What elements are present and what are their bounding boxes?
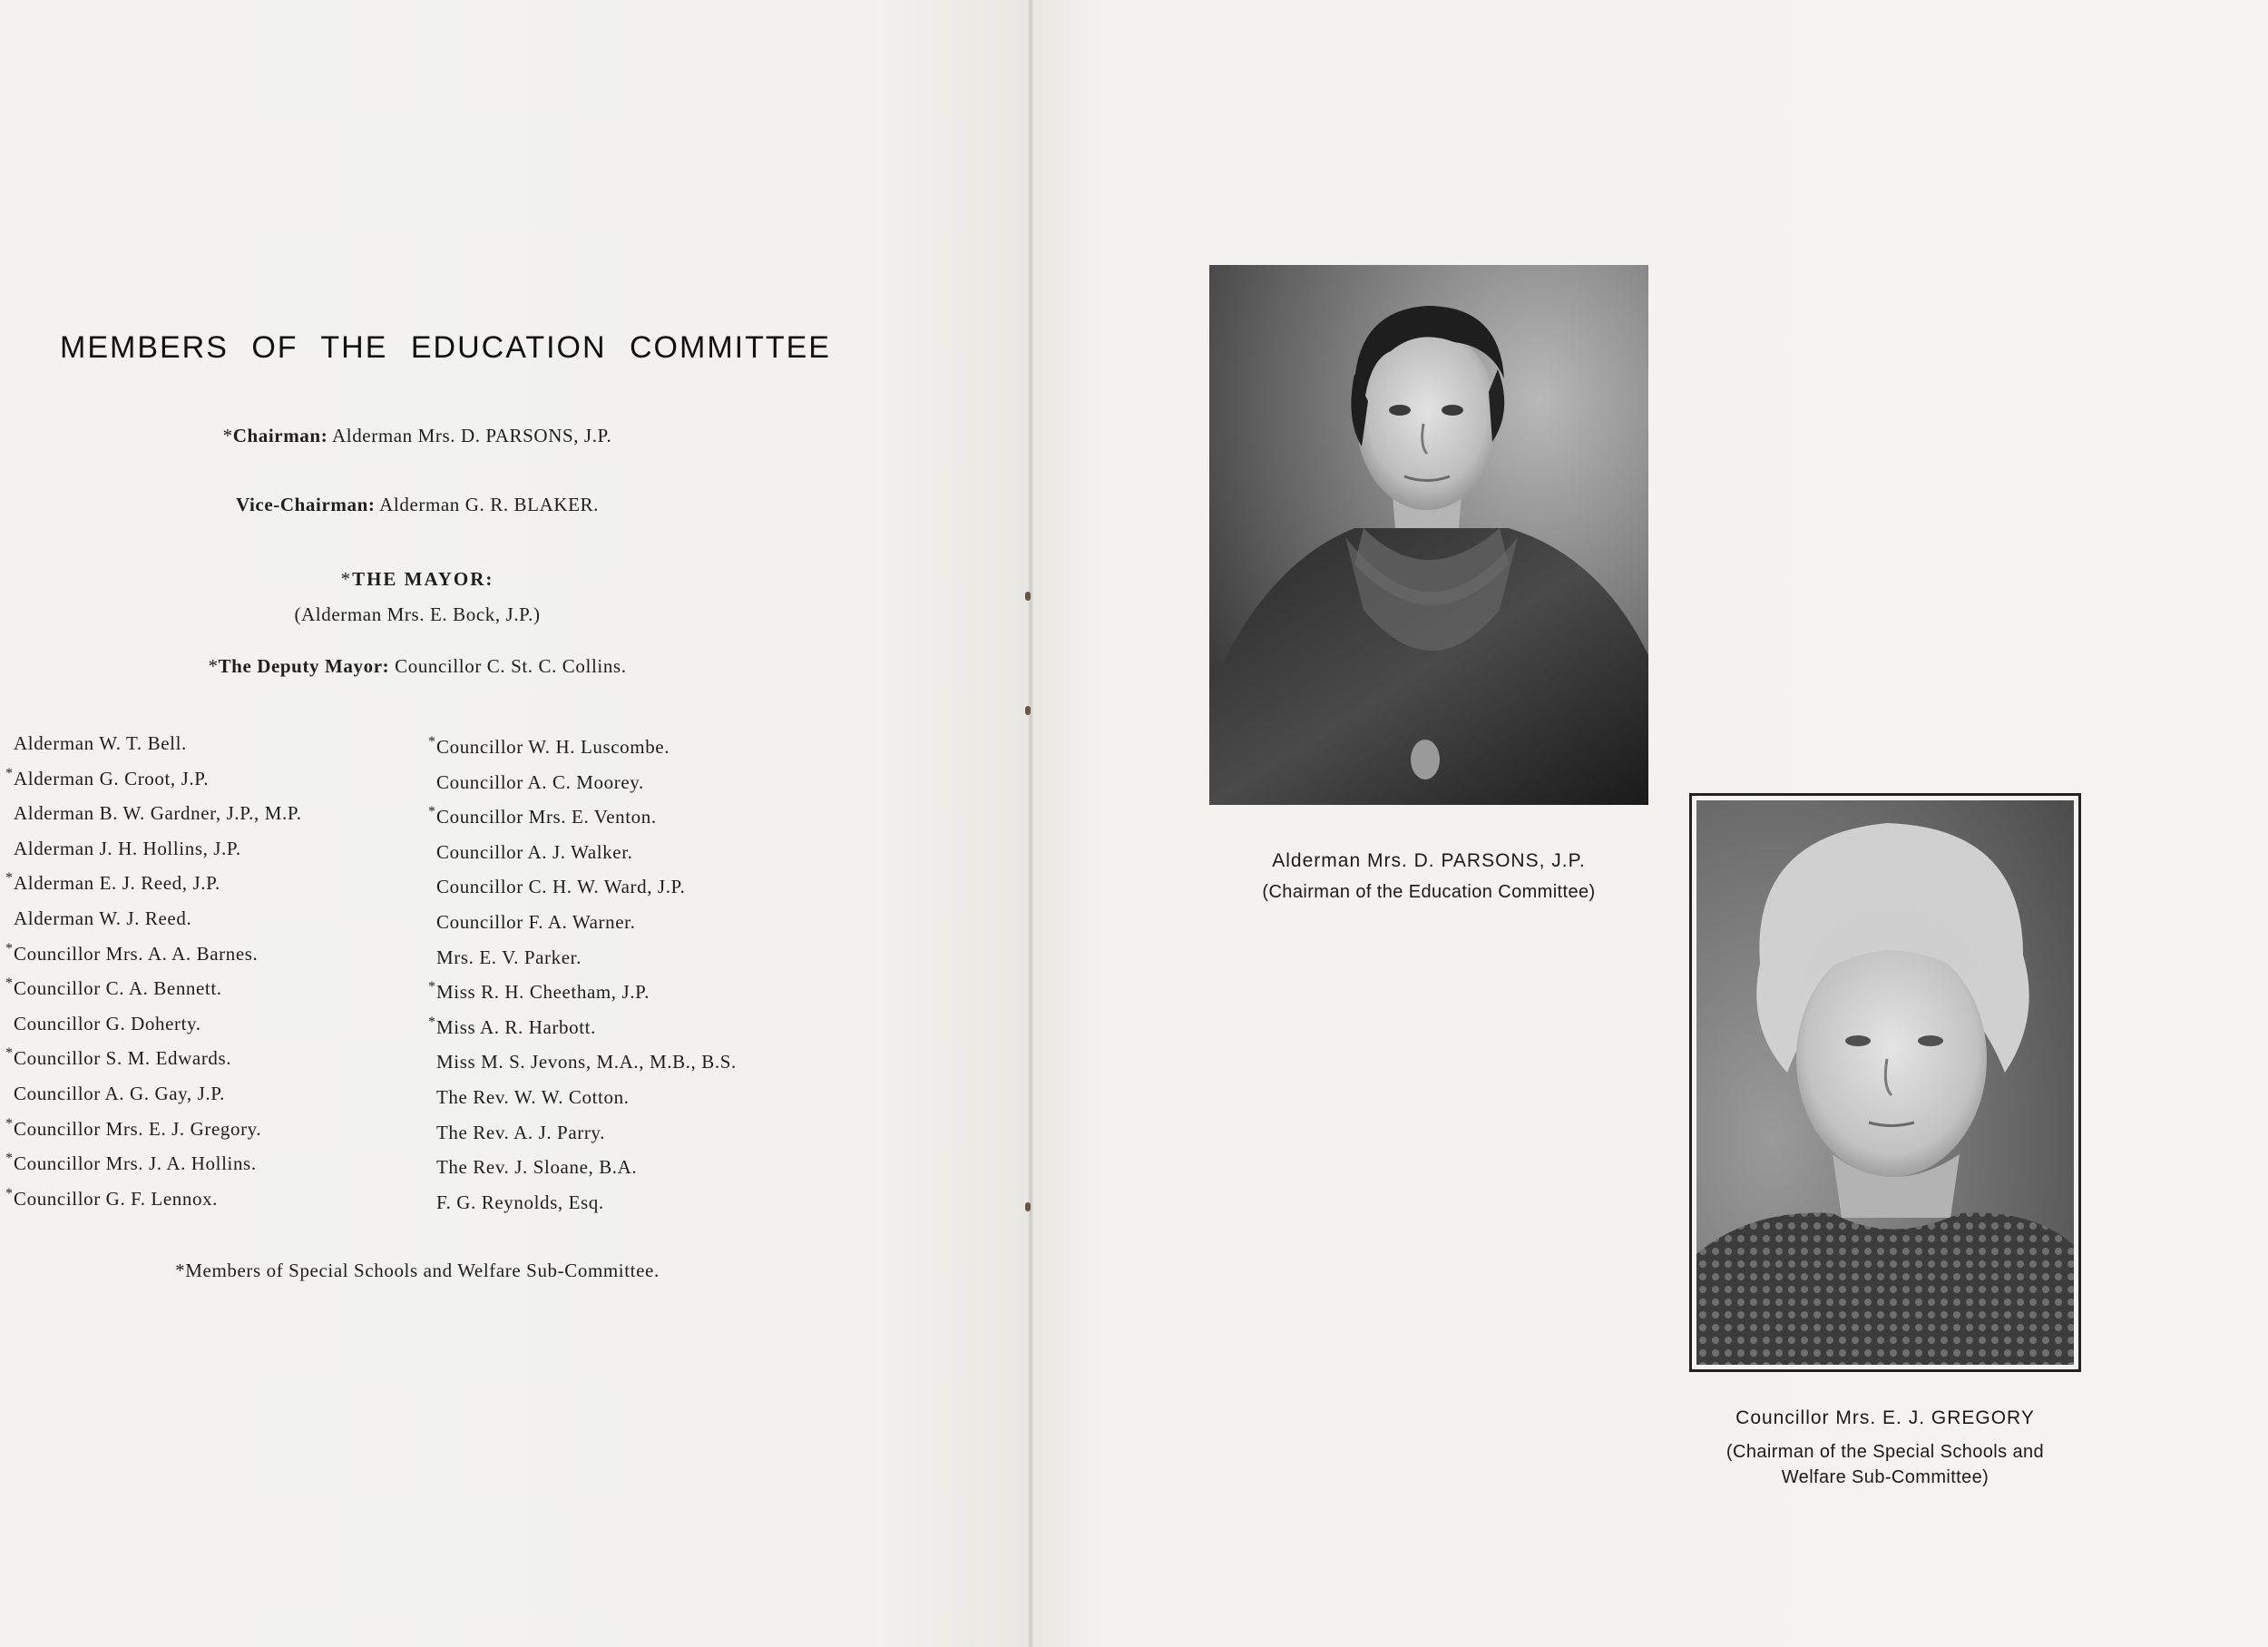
asterisk: * bbox=[5, 1115, 14, 1132]
member-name: Miss M. S. Jevons, M.A., M.B., B.S. bbox=[436, 1051, 737, 1073]
vice-chairman-line bbox=[0, 494, 835, 516]
list-item bbox=[5, 1181, 302, 1217]
list-item bbox=[5, 761, 302, 797]
list-item bbox=[5, 936, 302, 972]
list-item bbox=[5, 726, 302, 761]
member-name: Councillor Mrs. J. A. Hollins. bbox=[14, 1152, 257, 1175]
chairman-line bbox=[0, 425, 835, 447]
chairman-name: Alderman Mrs. D. PARSONS, J.P. bbox=[332, 425, 612, 446]
members-list-left bbox=[5, 726, 302, 1216]
asterisk: * bbox=[428, 734, 436, 750]
list-item bbox=[428, 835, 737, 870]
member-name: Miss A. R. Harbott. bbox=[436, 1015, 596, 1038]
list-item bbox=[5, 866, 302, 901]
deputy-mayor-line bbox=[0, 655, 835, 678]
member-name: Councillor Mrs. A. A. Barnes. bbox=[14, 942, 259, 965]
member-name: Councillor C. A. Bennett. bbox=[14, 977, 222, 1000]
member-name: Alderman E. J. Reed, J.P. bbox=[14, 872, 220, 895]
list-item bbox=[428, 765, 737, 800]
member-name: Councillor G. F. Lennox. bbox=[14, 1187, 219, 1210]
staple-top bbox=[1025, 592, 1031, 601]
portrait-parsons bbox=[1209, 265, 1648, 805]
member-name: Mrs. E. V. Parker. bbox=[436, 946, 582, 968]
member-name: F. G. Reynolds, Esq. bbox=[436, 1191, 604, 1213]
member-name: Councillor G. Doherty. bbox=[14, 1012, 201, 1034]
member-name: Councillor A. C. Moorey. bbox=[436, 770, 644, 793]
asterisk: * bbox=[428, 979, 436, 995]
list-item bbox=[5, 796, 302, 831]
list-item bbox=[428, 1185, 737, 1221]
asterisk: * bbox=[222, 425, 233, 446]
list-item bbox=[5, 1006, 302, 1042]
list-item bbox=[428, 1150, 737, 1185]
asterisk: * bbox=[208, 655, 219, 677]
member-name: Miss R. H. Cheetham, J.P. bbox=[436, 981, 650, 1004]
member-name: Alderman G. Croot, J.P. bbox=[14, 767, 210, 789]
member-name: Councillor F. A. Warner. bbox=[436, 910, 636, 933]
list-item bbox=[428, 940, 737, 975]
member-name: Alderman W. T. Bell. bbox=[14, 732, 187, 754]
mayor-name-line bbox=[0, 603, 835, 626]
member-name: Councillor Mrs. E. Venton. bbox=[436, 806, 657, 828]
asterisk: * bbox=[5, 940, 14, 956]
list-item bbox=[5, 1041, 302, 1076]
asterisk: * bbox=[5, 870, 14, 887]
mayor-role: THE MAYOR: bbox=[352, 568, 494, 590]
asterisk: * bbox=[428, 804, 436, 820]
members-list-right bbox=[428, 730, 737, 1220]
list-item bbox=[428, 1080, 737, 1115]
member-name: Councillor A. J. Walker. bbox=[436, 840, 633, 863]
page-title: MEMBERS OF THE EDUCATION COMMITTEE bbox=[60, 330, 831, 365]
caption-gregory bbox=[1689, 1403, 2081, 1490]
list-item bbox=[428, 1044, 737, 1080]
footnote: *Members of Special Schools and Welfare Sub-Committee. bbox=[175, 1260, 660, 1281]
staple-middle bbox=[1025, 706, 1031, 715]
member-name: Councillor W. H. Luscombe. bbox=[436, 736, 670, 758]
list-item bbox=[5, 1146, 302, 1181]
member-name: Councillor S. M. Edwards. bbox=[14, 1047, 232, 1070]
deputy-mayor-role: The Deputy Mayor: bbox=[218, 655, 390, 677]
list-item bbox=[428, 869, 737, 905]
list-item bbox=[5, 901, 302, 936]
list-item bbox=[428, 799, 737, 835]
member-name: Councillor Mrs. E. J. Gregory. bbox=[14, 1117, 262, 1140]
caption-gregory-name: Councillor Mrs. E. J. GREGORY bbox=[1735, 1407, 2035, 1428]
member-name: The Rev. W. W. Cotton. bbox=[436, 1085, 630, 1108]
mayor-line bbox=[0, 568, 835, 591]
member-name: Alderman B. W. Gardner, J.P., M.P. bbox=[14, 802, 302, 825]
mayor-name: (Alderman Mrs. E. Bock, J.P.) bbox=[294, 603, 541, 625]
asterisk: * bbox=[5, 1185, 14, 1201]
deputy-mayor-name: Councillor C. St. C. Collins. bbox=[395, 655, 627, 677]
member-name: The Rev. A. J. Parry. bbox=[436, 1121, 606, 1143]
asterisk: * bbox=[5, 1151, 14, 1167]
list-item bbox=[428, 975, 737, 1010]
staple-bottom bbox=[1025, 1202, 1031, 1211]
vice-chairman-name: Alderman G. R. BLAKER. bbox=[379, 494, 599, 515]
list-item bbox=[5, 1112, 302, 1147]
portrait-gregory bbox=[1689, 793, 2081, 1372]
caption-gregory-role-1: (Chairman of the Special Schools and bbox=[1725, 1442, 2045, 1462]
caption-parsons bbox=[1209, 846, 1648, 907]
caption-gregory-role-2: Welfare Sub-Committee) bbox=[1781, 1467, 1989, 1487]
member-name: The Rev. J. Sloane, B.A. bbox=[436, 1156, 638, 1179]
right-page bbox=[1031, 0, 2268, 1647]
list-item bbox=[5, 831, 302, 867]
member-name: Alderman J. H. Hollins, J.P. bbox=[14, 837, 241, 859]
list-item bbox=[428, 730, 737, 765]
vice-chairman-role: Vice-Chairman: bbox=[236, 494, 376, 515]
asterisk: * bbox=[5, 1045, 14, 1062]
member-name: Councillor A. G. Gay, J.P. bbox=[14, 1082, 225, 1104]
list-item bbox=[428, 1115, 737, 1151]
list-item bbox=[5, 971, 302, 1006]
asterisk: * bbox=[5, 765, 14, 781]
member-name: Alderman W. J. Reed. bbox=[14, 907, 192, 929]
list-item bbox=[428, 1010, 737, 1045]
list-item bbox=[428, 905, 737, 940]
page-gutter bbox=[1028, 0, 1033, 1647]
asterisk: * bbox=[340, 568, 353, 590]
member-name: Councillor C. H. W. Ward, J.P. bbox=[436, 876, 686, 898]
asterisk: * bbox=[428, 1014, 436, 1030]
asterisk: * bbox=[5, 975, 14, 992]
caption-parsons-role: (Chairman of the Education Committee) bbox=[1262, 882, 1596, 902]
caption-parsons-name: Alderman Mrs. D. PARSONS, J.P. bbox=[1272, 850, 1586, 871]
list-item bbox=[5, 1076, 302, 1112]
chairman-role: Chairman: bbox=[232, 425, 328, 446]
